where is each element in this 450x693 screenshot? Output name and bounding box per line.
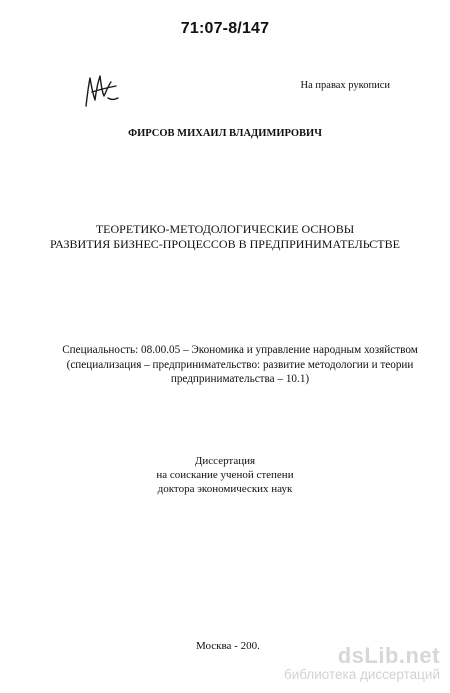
title-line-2: РАЗВИТИЯ БИЗНЕС-ПРОЦЕССОВ В ПРЕДПРИНИМАТЕЛЬСТВЕ: [50, 237, 400, 251]
manuscript-rights-note: На правах рукописи: [300, 80, 390, 91]
watermark-logo: dsLib.net: [337, 643, 440, 668]
specialty-block: [60, 343, 420, 387]
watermark: [284, 645, 440, 683]
title-line-1: ТЕОРЕТИКО-МЕТОДОЛОГИЧЕСКИЕ ОСНОВЫ: [95, 222, 355, 236]
author-name: ФИРСОВ МИХАИЛ ВЛАДИМИРОВИЧ: [128, 128, 322, 139]
specialty-line-1: Специальность: 08.00.05 – Экономика и управление народным хозяйством: [62, 344, 418, 356]
degree-line-1: Диссертация: [194, 455, 256, 467]
watermark-subtitle: библиотека диссертаций: [283, 667, 440, 682]
dissertation-title: [0, 222, 450, 252]
place-and-year: Москва - 200.: [196, 640, 260, 652]
degree-line-3: доктора экономических наук: [157, 483, 293, 495]
handwritten-signature: [78, 70, 122, 110]
degree-line-2: на соискание ученой степени: [156, 469, 294, 481]
specialty-line-3: предпринимательства – 10.1): [170, 373, 310, 385]
catalog-code: 71:07-8/147: [180, 20, 270, 37]
specialty-line-2: (специализация – предпринимательство: развитие методологии и теории: [66, 358, 414, 371]
degree-block: [0, 454, 450, 496]
